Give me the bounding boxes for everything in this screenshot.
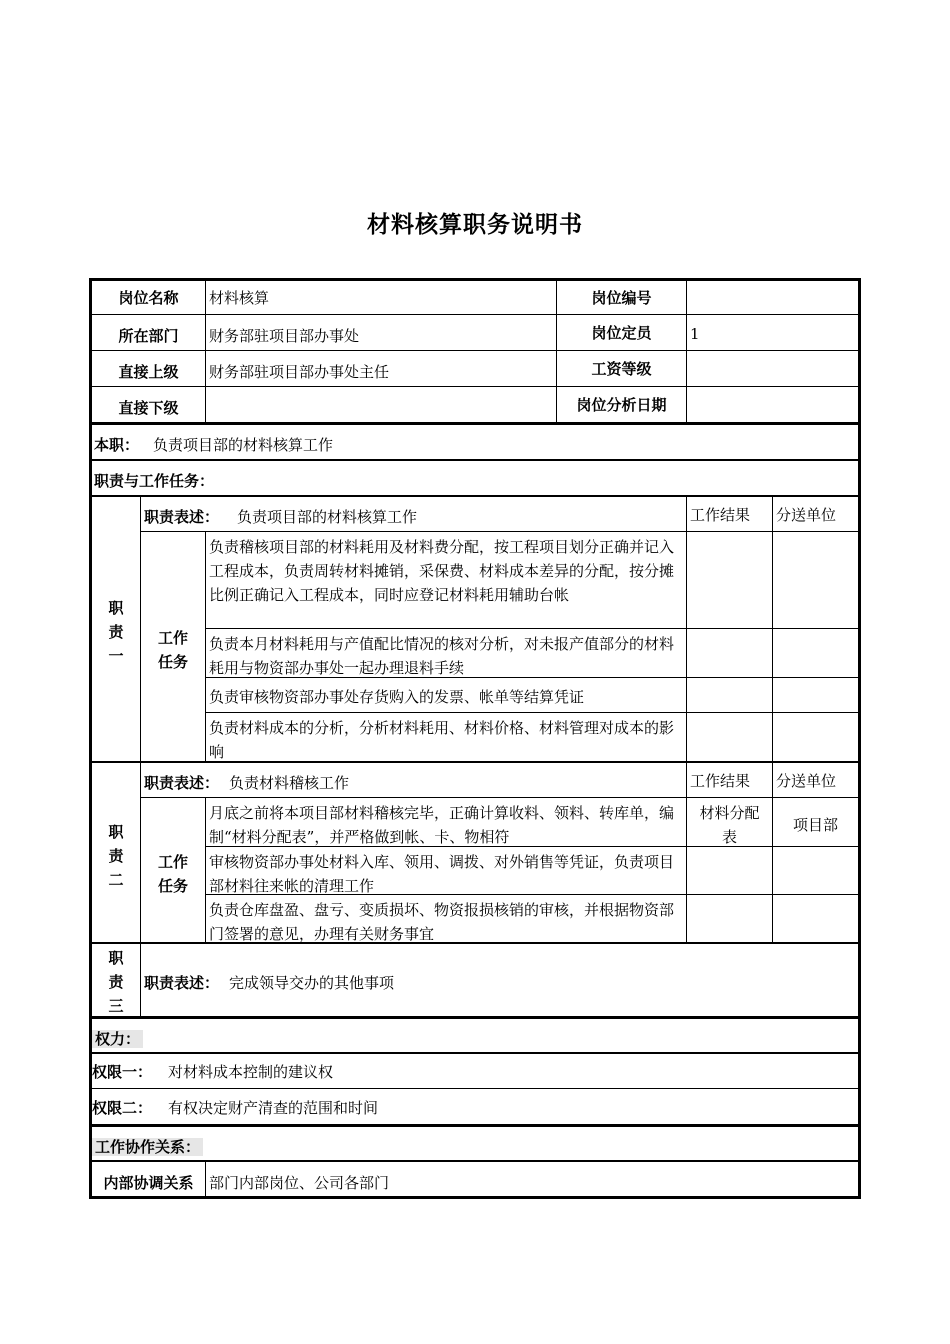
duty2-label: 职 责 二 xyxy=(108,823,124,889)
duty2-dest-header: 分送单位 xyxy=(776,772,837,790)
superior-value: 财务部驻项目部办事处主任 xyxy=(209,363,390,381)
duty1-task-3: 负责审核物资部办事处存货购入的发票、帐单等结算凭证 xyxy=(209,688,585,706)
position-name-value: 材料核算 xyxy=(209,289,270,307)
duty2-result-1: 材料分配 表 xyxy=(699,804,760,846)
core-duty-text: 负责项目部的材料核算工作 xyxy=(153,436,334,454)
duty1-task-4: 负责材料成本的分析，分析材料耗用、材料价格、材料管理对成本的影响 xyxy=(209,719,675,761)
position-code-label: 岗位编号 xyxy=(591,289,652,307)
duty3-label: 职 责 三 xyxy=(108,949,124,1015)
duties-header: 职责与工作任务： xyxy=(94,472,215,490)
duty1-result-header: 工作结果 xyxy=(690,506,751,524)
core-duty-label: 本职： xyxy=(94,436,140,454)
duty3-desc-label: 职责表述： xyxy=(144,974,220,992)
department-label: 所在部门 xyxy=(118,327,179,345)
authority-1-text: 对材料成本控制的建议权 xyxy=(168,1063,334,1081)
position-name-label: 岗位名称 xyxy=(118,289,179,307)
department-value: 财务部驻项目部办事处 xyxy=(209,327,360,345)
duty2-task-2: 审核物资部办事处材料入库、领用、调拨、对外销售等凭证，负责项目部材料往来帐的清理工作 xyxy=(209,853,675,895)
analysis-date-label: 岗位分析日期 xyxy=(576,396,667,414)
headcount-label: 岗位定员 xyxy=(591,324,652,342)
relations-header: 工作协作关系： xyxy=(92,1138,203,1156)
authority-2-label: 权限二： xyxy=(92,1099,153,1117)
duty2-task-1: 月底之前将本项目部材料稽核完毕，正确计算收料、领料、转库单，编制“材料分配表”，并严格做到帐、卡、物相符 xyxy=(209,804,675,846)
subordinate-label: 直接下级 xyxy=(118,399,179,417)
duty3-desc: 完成领导交办的其他事项 xyxy=(229,974,395,992)
duty2-result-header: 工作结果 xyxy=(690,772,751,790)
duty1-task-1: 负责稽核项目部的材料耗用及材料费分配，按工程项目划分正确并记入工程成本，负责周转材料摊销，采保费、材料成本差异的分配，按分摊比例正确记入工程成本，同时应登记材料耗用辅助台帐 xyxy=(209,538,675,604)
authority-2-text: 有权决定财产清查的范围和时间 xyxy=(168,1099,379,1117)
duty2-desc: 负责材料稽核工作 xyxy=(229,774,350,792)
internal-relations-value: 部门内部岗位、公司各部门 xyxy=(209,1174,390,1192)
authority-header: 权力： xyxy=(92,1030,143,1048)
duty1-tasks-label: 工作 任务 xyxy=(157,629,188,671)
duty1-desc: 负责项目部的材料核算工作 xyxy=(237,508,418,526)
duty1-dest-header: 分送单位 xyxy=(776,506,837,524)
duty2-tasks-label: 工作 任务 xyxy=(157,853,188,895)
headcount-value: 1 xyxy=(690,325,700,343)
page-title: 材料核算职务说明书 xyxy=(367,212,583,238)
salary-grade-label: 工资等级 xyxy=(591,360,652,378)
authority-1-label: 权限一： xyxy=(92,1063,153,1081)
internal-relations-label: 内部协调关系 xyxy=(103,1174,194,1192)
duty2-dest-1: 项目部 xyxy=(792,816,838,834)
duty1-desc-label: 职责表述： xyxy=(144,508,220,526)
duty2-task-3: 负责仓库盘盈、盘亏、变质损坏、物资报损核销的审核，并根据物资部门签署的意见，办理有关财务事宜 xyxy=(209,901,675,943)
duty2-desc-label: 职责表述： xyxy=(144,774,220,792)
duty1-label: 职 责 一 xyxy=(108,599,124,665)
superior-label: 直接上级 xyxy=(118,363,179,381)
duty1-task-2: 负责本月材料耗用与产值配比情况的核对分析，对未报产值部分的材料耗用与物资部办事处一起办理退料手续 xyxy=(209,635,675,677)
